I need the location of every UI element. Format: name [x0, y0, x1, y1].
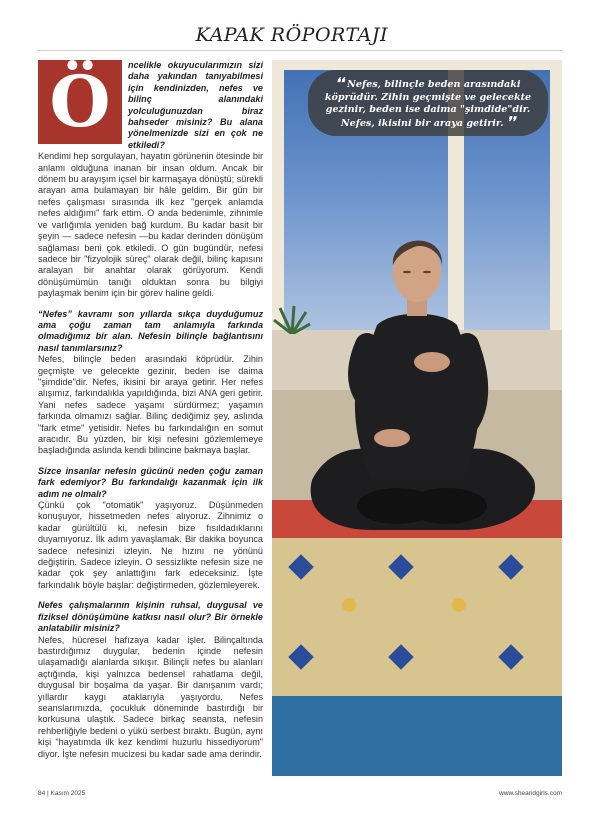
answer-3: Nefes, hücresel hafızaya kadar işler. Bilinçaltında bastırdığımız duygular, bedenin içinde nefesin ulaşamadığı alanlarda sıkışır. Bilinçli nefes bu alanları açtığında, kişi yalnızca bedensel rahatlama değil, duygusal bir boşalma da yaşar. Bir danışanım vardı; yıllardır kaygı ataklarıyla yaşıyordu. Nefes seanslarımızda, çocukluk döneminde bastırdığı bir korkusuna ulaştık. Sadece birkaç seansta, nefesin rehberliğiyle bedeni o yükü serbest bıraktı. Bugün, aynı kişi "hayatımda ilk kez kendimi huzurlu hissediyorum" diyor. İşte nefesin mucizesi bu kadar sade ama derindir.: [38, 634, 263, 759]
close-quote-icon: ❜❜: [506, 114, 516, 130]
answer-2: Çünkü çok "otomatik" yaşıyoruz. Düşünmeden konuşuyor, hissetmeden nefes alıyoruz. Zihnimiz o kadar gürültülü ki, nefesin bize fısıldadıklarını duyamıyoruz. İlk adım yavaşlamak. Bir dakika boyunca sadece nefesinizi izleyin. Ne hızını ne yönünü değiştirin. Sadece izleyin. O sessizlikte nefesin size ne kadar çok şey anlattığını fark edeceksiniz. İşte farkındalık böyle başlar: değiştirmeden, gözlemleyerek.: [38, 500, 263, 590]
cover-photo: [272, 60, 562, 776]
intro-answer: Kendimi hep sorgulayan, hayatın görünenin ötesinde bir anlamı olduğuna inanan bir insan oldum. Ancak bir dönem bu arayışım içsel bir karmaşaya dönüştü; sürekli arayan ama bulamayan bir hâle geldim. Bir gün bir nefes çalışması sırasında ilk kez "gerçek anlamda nefes aldığımı" fark ettim. O anda bedenimle, zihnimle ve varlığımla yeniden bağ kurdum. Bu kadar basit bir şeyin — sadece nefesin —bu kadar derinden dönüşüm sağlaması beni çok etkiledi. O gün bugündür, nefesi sadece bir "fizyolojik süreç" olarak değil, bilinç kapısını aralayan bir anahtar olarak görüyorum. Kendi dönüşümümün tanığı olduktan sonra bu bilgiyi paylaşmak benim için bir görev haline geldi.: [38, 151, 263, 299]
page-number: 84 | Kasım 2025: [38, 790, 86, 797]
open-quote-icon: ❛❛: [335, 76, 344, 91]
pull-quote-text: Nefes, bilinçle beden arasındaki köprüdür. Zihin geçmişte ve gelecekte gezinir, beden ise daima "şimdide"dir. Nefes, ikisini bir araya getirir.: [324, 79, 532, 129]
question-2: Sizce insanlar nefesin gücünü neden çoğu zaman fark edemiyor? Bu farkındalığı kazanmak için ilk adım ne olmalı?: [38, 465, 263, 499]
question-3: Nefes çalışmalarının kişinin ruhsal, duygusal ve fiziksel dönüşümüne katkısı nasıl olur? Bir örnekle anlatabilir misiniz?: [38, 600, 263, 634]
intro-question: ncelikle okuyucularımızın sizi daha yakından tanıyabilmesi için kendinizden, nefes ve bilinç alanındaki yolculuğunuzdan biraz bahseder misiniz? Bu alana yönelmenizde sizi en çok ne etkiledi?: [128, 60, 263, 150]
pull-quote: [308, 70, 548, 136]
answer-1: Nefes, bilinçle beden arasındaki köprüdür. Zihin geçmişte ve gelecekte gezinir, beden ise daima "şimdide"dir. Nefes, ikisini bir araya getirir. Her nefes alışımız, farkındalıkla yapıldığında, bizi ANA geri getirir. Yani nefes sadece yaşamı sürdürmez; yaşamın farkında olmamızı sağlar. Bilinç dediğimiz şey, aslında "fark etme" yetisidir. Nefes bu farkındalığın en somut aracıdır. Bu yüzden, bir kişi nefesini gözlemlemeye başladığında aslında kendi bilincine bakmaya başlar.: [38, 354, 263, 456]
article-column: [38, 60, 263, 760]
website-url[interactable]: www.sheandgirls.com: [499, 790, 562, 797]
drop-cap: Ö: [38, 60, 122, 144]
section-title: KAPAK RÖPORTAJI: [195, 24, 388, 46]
header-divider: [38, 50, 562, 51]
meditating-woman: [272, 60, 562, 776]
question-1: “Nefes” kavramı son yıllarda sıkça duyduğumuz ama çoğu zaman tam anlamıyla farkında olmadığımız bir alan. Nefesin bilinçle bağlantısını nasıl tanımlarsınız?: [38, 308, 263, 353]
